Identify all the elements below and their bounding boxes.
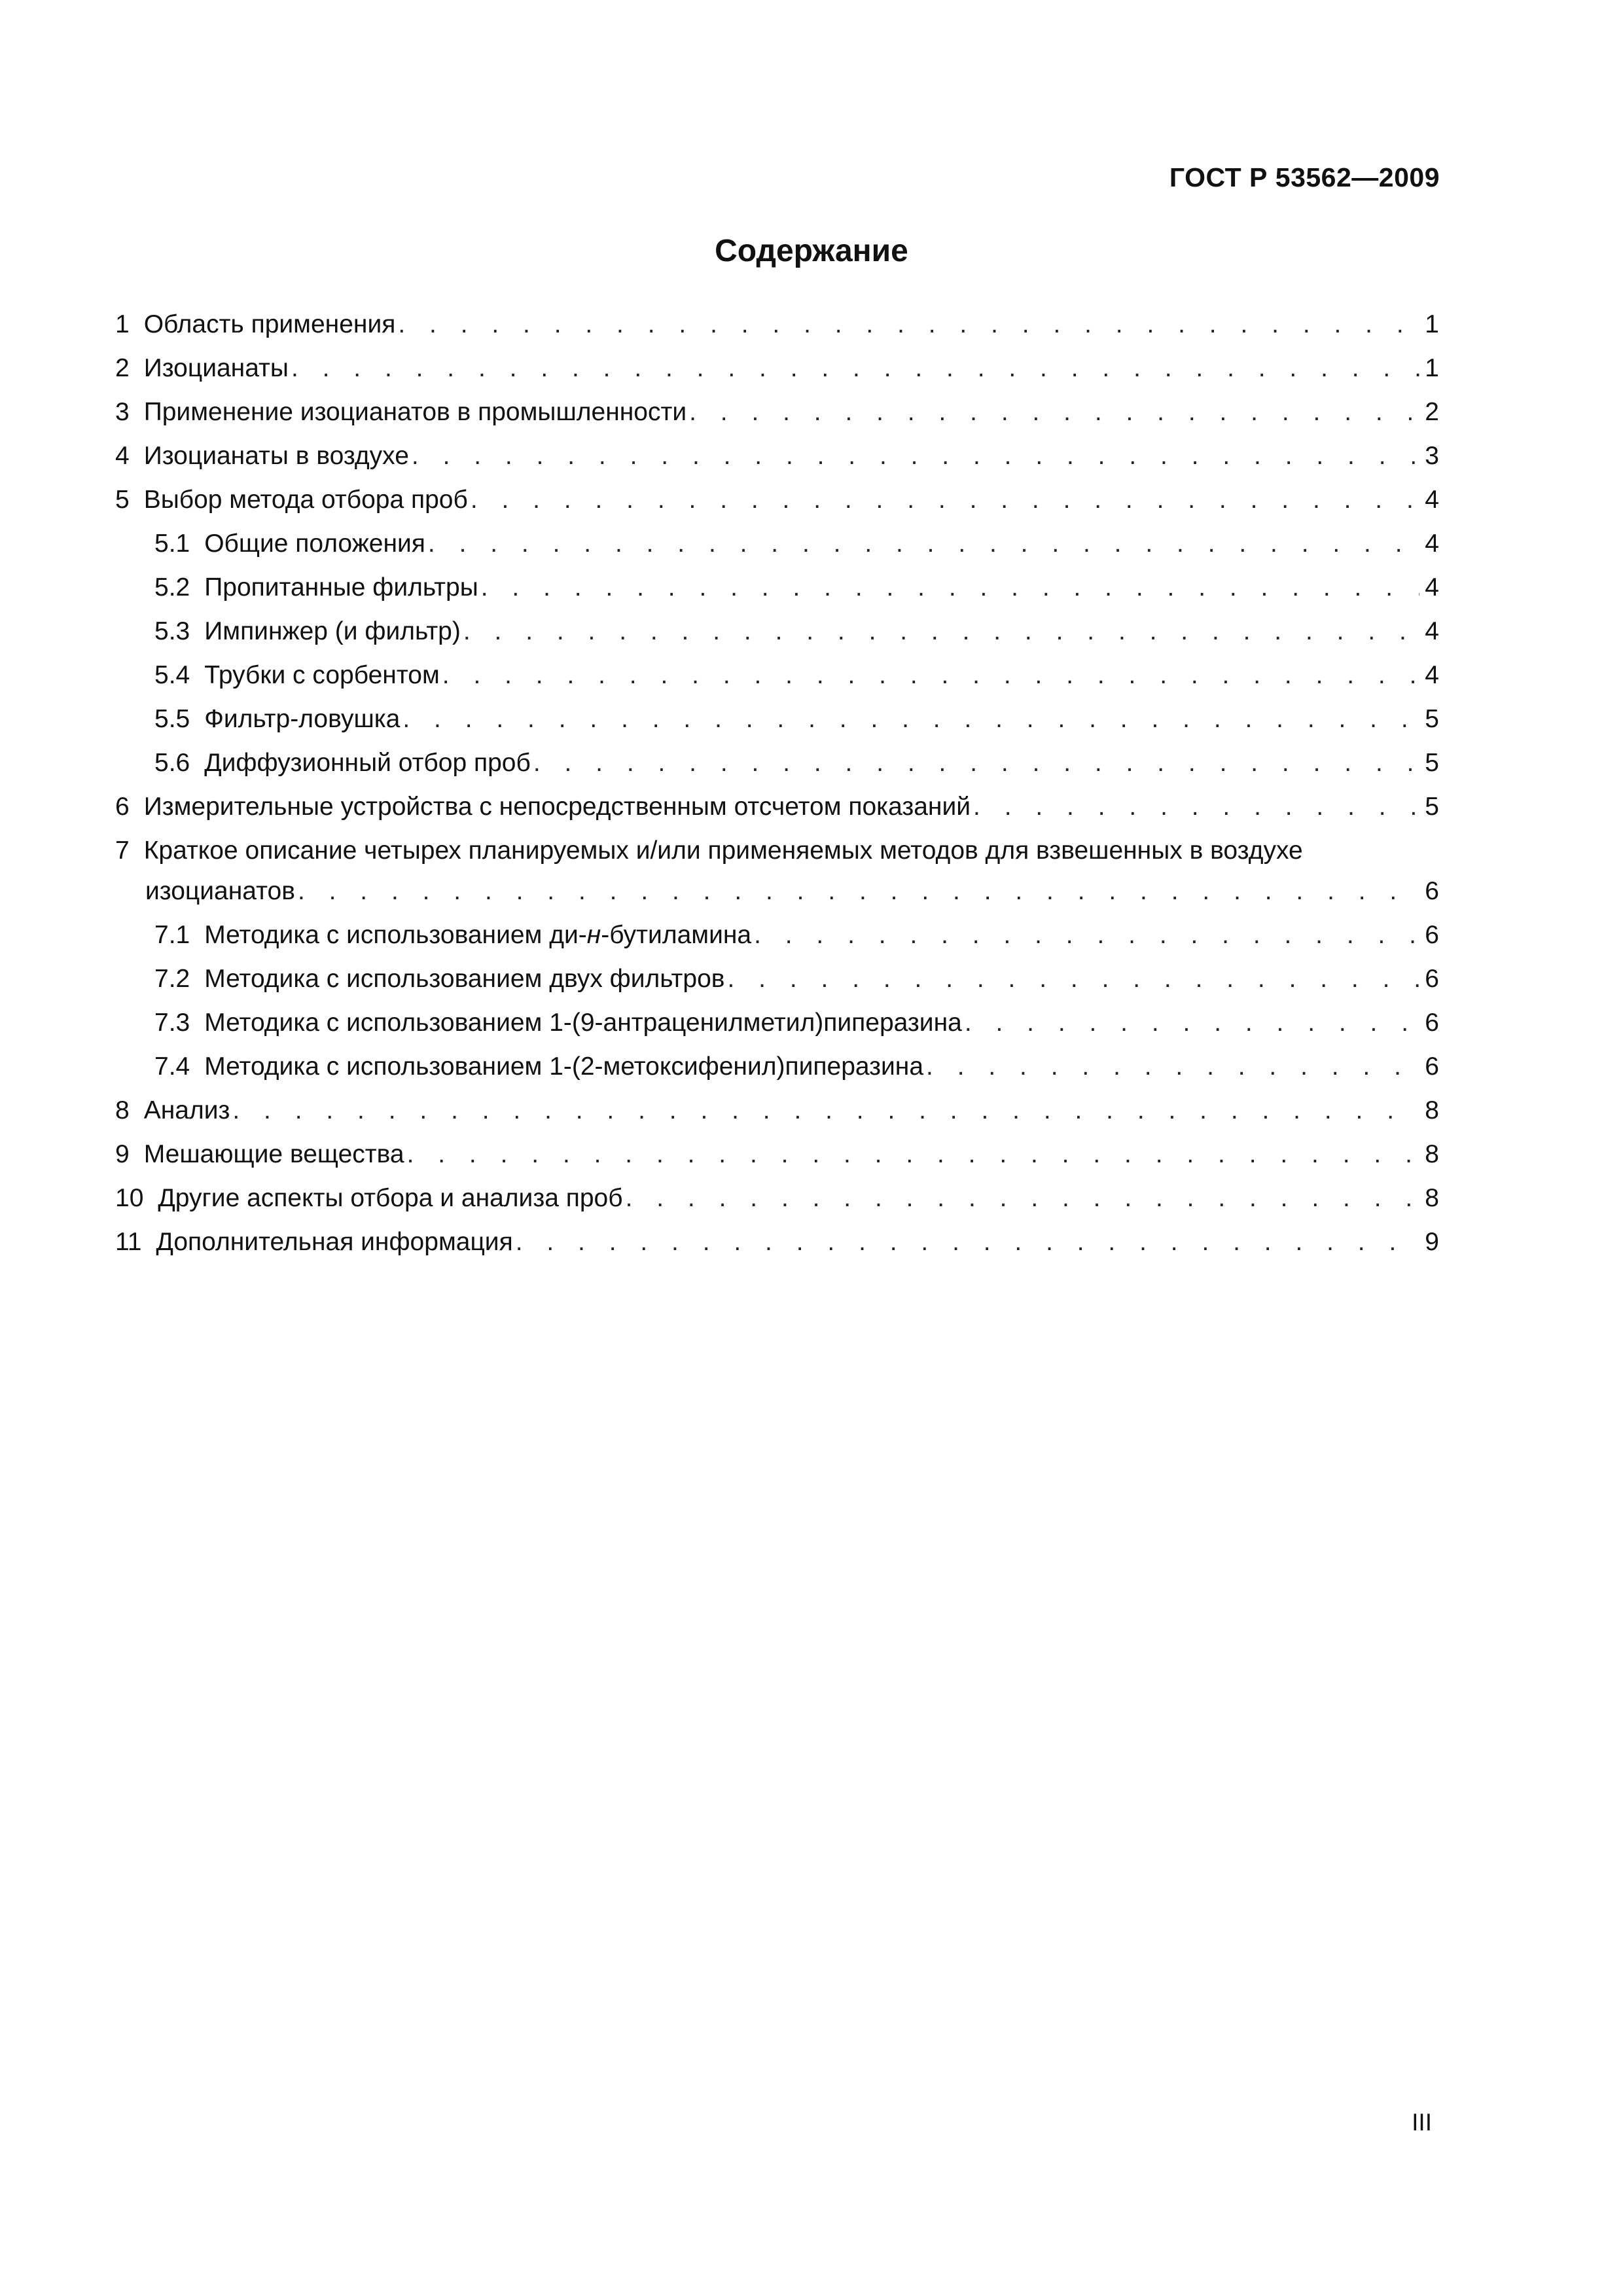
toc-entry-page: 5 bbox=[1425, 793, 1439, 821]
toc-dot-leader bbox=[471, 478, 1419, 522]
toc-entry-number: 11 bbox=[115, 1228, 142, 1256]
toc-dot-leader bbox=[926, 1045, 1419, 1088]
toc-entry-3[interactable] bbox=[115, 390, 1439, 434]
toc-entry-number: 7 bbox=[115, 836, 130, 865]
toc-entry-title: Краткое описание четырех планируемых и/или применяемых методов для взвешенных в воздухе bbox=[143, 836, 1303, 865]
toc-entry-number: 3 bbox=[115, 398, 130, 426]
toc-dot-leader bbox=[398, 302, 1419, 346]
toc-entry-title: Измерительные устройства с непосредственным отсчетом показаний bbox=[143, 793, 971, 821]
toc-entry-page: 6 bbox=[1425, 965, 1439, 993]
toc-entry-title: Методика с использованием 1-(2-метоксифенил)пиперазина bbox=[204, 1052, 924, 1081]
toc-entry-number: 2 bbox=[115, 354, 130, 382]
toc-entry-9[interactable] bbox=[115, 1132, 1439, 1176]
toc-entry-title: Другие аспекты отбора и анализа проб bbox=[158, 1184, 623, 1212]
toc-entry-number: 7.1 bbox=[154, 921, 190, 949]
toc-entry-title: Общие положения bbox=[204, 529, 425, 558]
toc-entry-page: 5 bbox=[1425, 705, 1439, 733]
toc-title: Содержание bbox=[715, 234, 908, 268]
toc-entry-page: 6 bbox=[1425, 877, 1439, 905]
toc-entry-7-2[interactable] bbox=[115, 957, 1439, 1001]
toc-entry-11[interactable] bbox=[115, 1220, 1439, 1264]
toc-dot-leader bbox=[428, 522, 1419, 565]
table-of-contents bbox=[115, 302, 1439, 1264]
toc-dot-leader bbox=[232, 1088, 1419, 1132]
toc-entry-number: 10 bbox=[115, 1184, 144, 1212]
toc-entry-title: Импинжер (и фильтр) bbox=[204, 617, 461, 645]
toc-entry-title: Применение изоцианатов в промышленности bbox=[143, 398, 687, 426]
toc-entry-10[interactable] bbox=[115, 1176, 1439, 1220]
toc-entry-title: Трубки с сорбентом bbox=[204, 661, 440, 689]
toc-entry-page: 6 bbox=[1425, 921, 1439, 949]
toc-entry-title-continuation: изоцианатов bbox=[145, 877, 295, 905]
toc-dot-leader bbox=[463, 609, 1419, 653]
toc-entry-page: 6 bbox=[1425, 1009, 1439, 1037]
toc-entry-number: 7.4 bbox=[154, 1052, 190, 1081]
toc-entry-number: 9 bbox=[115, 1140, 130, 1168]
toc-entry-page: 8 bbox=[1425, 1184, 1439, 1212]
toc-dot-leader bbox=[407, 1132, 1420, 1176]
toc-dot-leader bbox=[533, 741, 1419, 785]
toc-dot-leader bbox=[516, 1220, 1420, 1264]
toc-entry-7-4[interactable] bbox=[115, 1045, 1439, 1088]
toc-entry-page: 3 bbox=[1425, 442, 1439, 470]
toc-dot-leader bbox=[291, 346, 1419, 390]
toc-entry-page: 4 bbox=[1425, 617, 1439, 645]
toc-entry-7-1[interactable] bbox=[115, 913, 1439, 957]
toc-entry-title: Изоцианаты в воздухе bbox=[143, 442, 409, 470]
toc-dot-leader bbox=[412, 434, 1419, 478]
toc-entry-number: 5.2 bbox=[154, 573, 190, 601]
toc-dot-leader bbox=[626, 1176, 1420, 1220]
page-number: III bbox=[1412, 2109, 1432, 2136]
toc-dot-leader bbox=[728, 957, 1420, 1001]
toc-entry-title: Методика с использованием 1-(9-антраценилметил)пиперазина bbox=[204, 1009, 962, 1037]
toc-entry-page: 6 bbox=[1425, 1052, 1439, 1081]
toc-entry-5-5[interactable] bbox=[115, 697, 1439, 741]
toc-entry-number: 5.1 bbox=[154, 529, 190, 558]
toc-dot-leader bbox=[689, 390, 1419, 434]
toc-entry-number: 5 bbox=[115, 486, 130, 514]
toc-entry-number: 7.3 bbox=[154, 1009, 190, 1037]
toc-entry-7-continuation[interactable] bbox=[115, 869, 1439, 913]
toc-entry-number: 5.6 bbox=[154, 749, 190, 777]
toc-entry-page: 1 bbox=[1425, 354, 1439, 382]
document-code: ГОСТ Р 53562—2009 bbox=[1169, 162, 1440, 192]
toc-entry-page: 8 bbox=[1425, 1140, 1439, 1168]
toc-entry-5-2[interactable] bbox=[115, 565, 1439, 609]
toc-entry-7-3[interactable] bbox=[115, 1001, 1439, 1045]
toc-entry-5-6[interactable] bbox=[115, 741, 1439, 785]
toc-dot-leader bbox=[973, 785, 1419, 829]
toc-dot-leader bbox=[402, 697, 1419, 741]
toc-entry-title: Анализ bbox=[143, 1096, 230, 1124]
toc-entry-page: 4 bbox=[1425, 486, 1439, 514]
toc-entry-5-1[interactable] bbox=[115, 522, 1439, 565]
toc-entry-7[interactable] bbox=[115, 829, 1439, 869]
toc-entry-page: 9 bbox=[1425, 1228, 1439, 1256]
toc-entry-page: 5 bbox=[1425, 749, 1439, 777]
toc-entry-page: 2 bbox=[1425, 398, 1439, 426]
toc-entry-number: 5.4 bbox=[154, 661, 190, 689]
toc-entry-5-4[interactable] bbox=[115, 653, 1439, 697]
toc-entry-number: 5.5 bbox=[154, 705, 190, 733]
toc-entry-title: Выбор метода отбора проб bbox=[143, 486, 468, 514]
toc-entry-title: Пропитанные фильтры bbox=[204, 573, 478, 601]
toc-dot-leader bbox=[298, 869, 1419, 913]
toc-entry-2[interactable] bbox=[115, 346, 1439, 390]
toc-entry-title: Фильтр-ловушка bbox=[204, 705, 401, 733]
toc-entry-number: 6 bbox=[115, 793, 130, 821]
toc-entry-number: 4 bbox=[115, 442, 130, 470]
toc-entry-page: 1 bbox=[1425, 310, 1439, 338]
toc-entry-5-3[interactable] bbox=[115, 609, 1439, 653]
toc-entry-number: 5.3 bbox=[154, 617, 190, 645]
toc-entry-number: 1 bbox=[115, 310, 130, 338]
toc-entry-title: Дополнительная информация bbox=[156, 1228, 513, 1256]
toc-entry-number: 8 bbox=[115, 1096, 130, 1124]
toc-entry-1[interactable] bbox=[115, 302, 1439, 346]
toc-entry-number: 7.2 bbox=[154, 965, 190, 993]
toc-entry-page: 4 bbox=[1425, 661, 1439, 689]
toc-entry-title-part: -бутиламина bbox=[601, 921, 752, 949]
toc-entry-title: Область применения bbox=[143, 310, 396, 338]
toc-entry-title: Изоцианаты bbox=[143, 354, 289, 382]
toc-entry-title bbox=[204, 913, 751, 957]
toc-entry-6[interactable] bbox=[115, 785, 1439, 829]
toc-entry-4[interactable] bbox=[115, 434, 1439, 478]
toc-entry-title: Методика с использованием двух фильтров bbox=[204, 965, 725, 993]
toc-dot-leader bbox=[965, 1001, 1419, 1045]
toc-entry-page: 4 bbox=[1425, 573, 1439, 601]
toc-entry-5[interactable] bbox=[115, 478, 1439, 522]
toc-dot-leader bbox=[481, 565, 1420, 609]
toc-dot-leader bbox=[442, 653, 1420, 697]
toc-entry-title-part: Методика с использованием ди- bbox=[204, 921, 587, 949]
toc-entry-page: 8 bbox=[1425, 1096, 1439, 1124]
toc-entry-title-italic: н bbox=[586, 921, 601, 949]
toc-dot-leader bbox=[754, 913, 1419, 957]
toc-entry-title: Мешающие вещества bbox=[143, 1140, 404, 1168]
toc-entry-8[interactable] bbox=[115, 1088, 1439, 1132]
toc-entry-page: 4 bbox=[1425, 529, 1439, 558]
toc-entry-title: Диффузионный отбор проб bbox=[204, 749, 531, 777]
